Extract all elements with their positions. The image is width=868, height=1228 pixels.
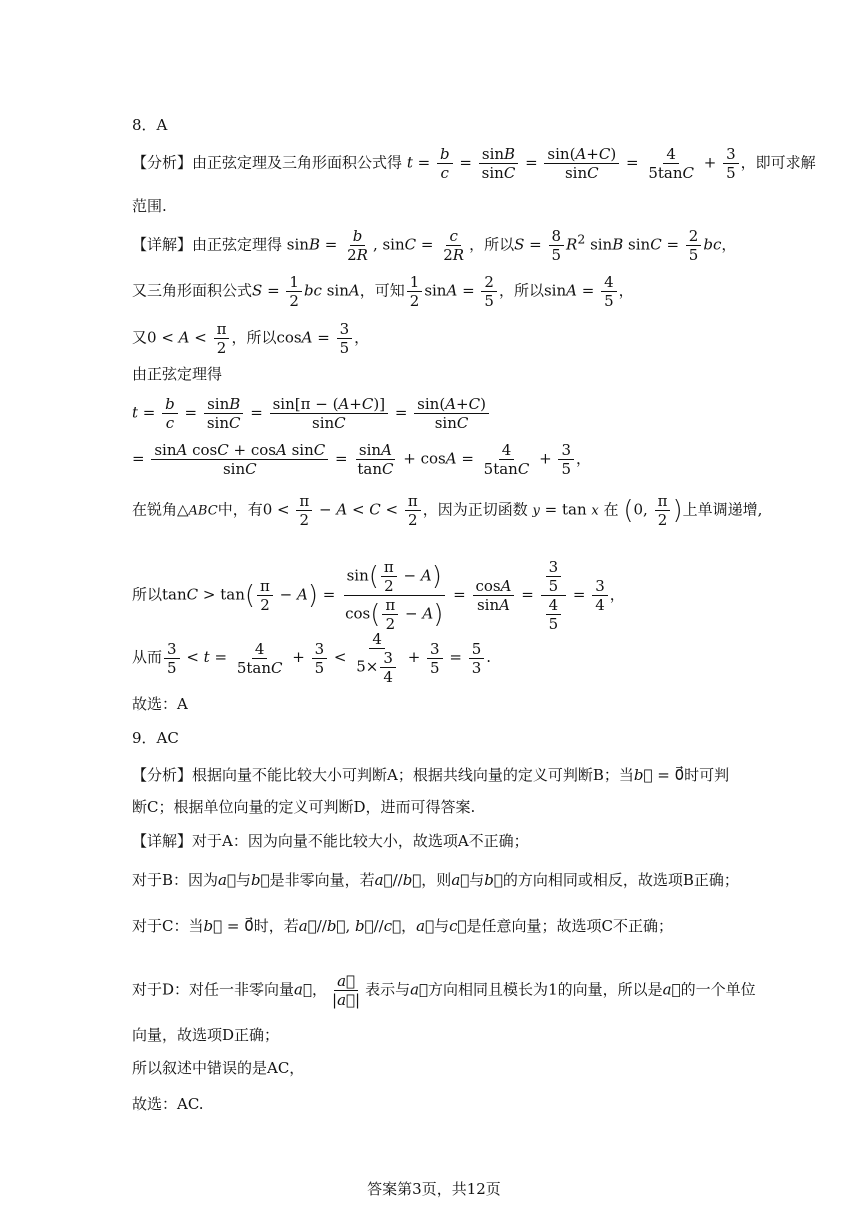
acute-end: 上单调递增, [682, 500, 763, 519]
detail-d-2: 表示与 [365, 980, 411, 999]
detail-b-5: 的方向相同或相反，故选项B正确； [502, 871, 739, 889]
analysis-text: 由正弦定理及三角形面积公式得 [192, 153, 403, 172]
acute-mid3: 在 [603, 500, 619, 519]
detail-c-1: 时，若 [253, 917, 299, 935]
detail-text: 由正弦定理得 [192, 235, 283, 254]
detail-c-4: 是任意向量；故选项C不正确； [466, 917, 673, 935]
analysis-end: ，即可求解 [740, 153, 816, 172]
detail-d-pre: 对于D：对任一非零向量 [132, 980, 295, 999]
analysis-tag: 【分析】 [132, 153, 193, 172]
q8-sine-again: 由正弦定理得 [132, 365, 223, 383]
line-b-pre: 又 [132, 328, 148, 347]
q8-choose: 故选：A [132, 695, 188, 713]
q9-detail-d: 对于D：对任一非零向量a⃗， $\frac{a⃗}{|a⃗|}$ 表示与a⃗方向相同且模长为1的向量，所以是a⃗的一个单位 [132, 972, 756, 1009]
q9-detail-a [132, 831, 529, 851]
q9-analysis-line2: 断C；根据单位向量的定义可判断D，进而可得答案. [132, 798, 476, 816]
q8-detail-line2: 又三角形面积公式S = $\frac{1}{2}$ bc sinA，可知 $\frac{1}{2}$ sinA = $\frac{2}{5}$ ，所以sinA = $\frac{4}{5}$ ， [132, 273, 634, 310]
detail-b-2: 是非零向量，若 [269, 871, 375, 889]
detail-tag: 【详解】 [132, 832, 193, 850]
line-b-mid: ，所以 [231, 328, 277, 347]
analysis-tag: 【分析】 [132, 766, 193, 784]
line-a-pre: 又三角形面积公式 [132, 281, 253, 300]
q8-analysis-line2: 范围. [132, 197, 167, 215]
detail-d-1: ， [311, 980, 327, 999]
line-a-mid2: ，所以 [498, 281, 544, 300]
page-footer: 答案第3页，共12页 [367, 1180, 501, 1198]
detail-b-pre: 对于B：因为 [132, 871, 219, 889]
detail-d-5: 的向量，所以是 [557, 980, 663, 999]
q8-detail-line1: 【详解】由正弦定理得 sinB = $\frac{b}{2R}$ , sinC = $\frac{c}{2R}$ ，所以S = $\frac{8}{5}$ $R^2$ sinB sinC = $\frac{2}{5}$ bc， [132, 227, 737, 264]
q9-wrong: 所以叙述中错误的是AC， [132, 1059, 305, 1077]
detail-b-4: 与 [469, 871, 485, 889]
q8-heading: 8．A [132, 116, 168, 134]
detail-b-3: ，则 [421, 871, 452, 889]
q8-conclusion-line: 从而 $\frac{3}{5}$ < t = $\frac{4}{5\tan C}$ + $\frac{3}{5}$ < 4 5× $\frac{3}{4}$ + $\frac{3}{5}$ = $\frac{5}{3}$ . [132, 630, 492, 686]
detail-d-3: 方向相同且模长为 [428, 980, 549, 999]
q8-analysis-line1: 【分析】由正弦定理及三角形面积公式得 t = $\frac{b}{c}$ = $\frac{\sin B}{\sin C}$ = $\frac{\sin(A+C)}{\sin C}$ = $\frac{4}{5\tan C}$ + $\frac{3}{5}$ ，即可求解 [132, 145, 816, 182]
q9-detail-d-line2: 向量，故选项D正确； [132, 1026, 280, 1044]
q9-choose: 故选：AC. [132, 1095, 204, 1113]
detail-a-text: 对于A：因为向量不能比较大小，故选项A不正确； [192, 832, 529, 850]
q9-analysis-line1: 【分析】根据向量不能比较大小可判断A；根据共线向量的定义可判断B；当b⃗ = 0⃗时可判 [132, 766, 730, 784]
line-a-mid: ，可知 [359, 281, 405, 300]
thus: 从而 [132, 648, 163, 666]
detail-tag: 【详解】 [132, 235, 193, 254]
analysis-end: 时可判 [684, 766, 730, 784]
analysis-text: 根据向量不能比较大小可判断A；根据共线向量的定义可判断B；当 [192, 766, 634, 784]
q8-acute-line: 在锐角△ABC中，有0 < $\frac{\pi}{2}$ − A < C < $\frac{\pi}{2}$ ，因为正切函数 y = tan x 在 (0, $\frac{\pi}{2}$ )上单调递增, [132, 492, 763, 529]
q8-derivation-line1: t = $\frac{b}{c}$ = $\frac{\sin B}{\sin C}$ = $\frac{\sin[\pi - (A+C)]}{\sin C}$ = $\frac{\sin(A+C)}{\sin C}$ [132, 395, 491, 432]
q9-detail-b: 对于B：因为a⃗与b⃗是非零向量，若a⃗//b⃗，则a⃗与b⃗的方向相同或相反，故选项B正确； [132, 871, 739, 889]
q8-tan-line: 所以tanC > tan( $\frac{\pi}{2}$ − A) = sin( $\frac{\pi}{2}$ − A) cos( $\frac{\pi}{2}$ − A) = $\frac{\cos A}{\sin A}$ = $\frac{\frac{3}{5}}{\frac{4}{5}}$ = $\frac{3}{4}$ ， [132, 558, 625, 633]
detail-d-6: 的一个单位 [680, 980, 756, 999]
q8-derivation-line2: = $\frac{\text{sinA cosC + cosA sinC}}{\sin C}$ = $\frac{\sin A}{\tan C}$ + cosA = $\frac{4}{5\tan C}$ + $\frac{3}{5}$ ， [132, 441, 591, 478]
so-s: ，所以 [469, 235, 515, 254]
acute-pre: 在锐角△ [132, 500, 189, 519]
q8-detail-line3: 又0 < A < $\frac{\pi}{2}$ ，所以cosA = $\frac{3}{5}$ ， [132, 320, 370, 357]
acute-mid2: ，因为正切函数 [422, 500, 528, 519]
q9-detail-c: 对于C：当b⃗ = 0⃗时，若a⃗//b⃗, b⃗//c⃗，a⃗与c⃗是任意向量；故选项C不正确； [132, 917, 673, 935]
detail-c-pre: 对于C：当 [132, 917, 204, 935]
detail-d-4: 1 [548, 980, 558, 999]
detail-c-2: ， [401, 917, 417, 935]
so-tan: 所以 [132, 585, 163, 604]
detail-c-3: 与 [434, 917, 450, 935]
q9-heading: 9．AC [132, 729, 179, 747]
acute-mid: 中，有 [217, 500, 263, 519]
detail-b-1: 与 [235, 871, 251, 889]
